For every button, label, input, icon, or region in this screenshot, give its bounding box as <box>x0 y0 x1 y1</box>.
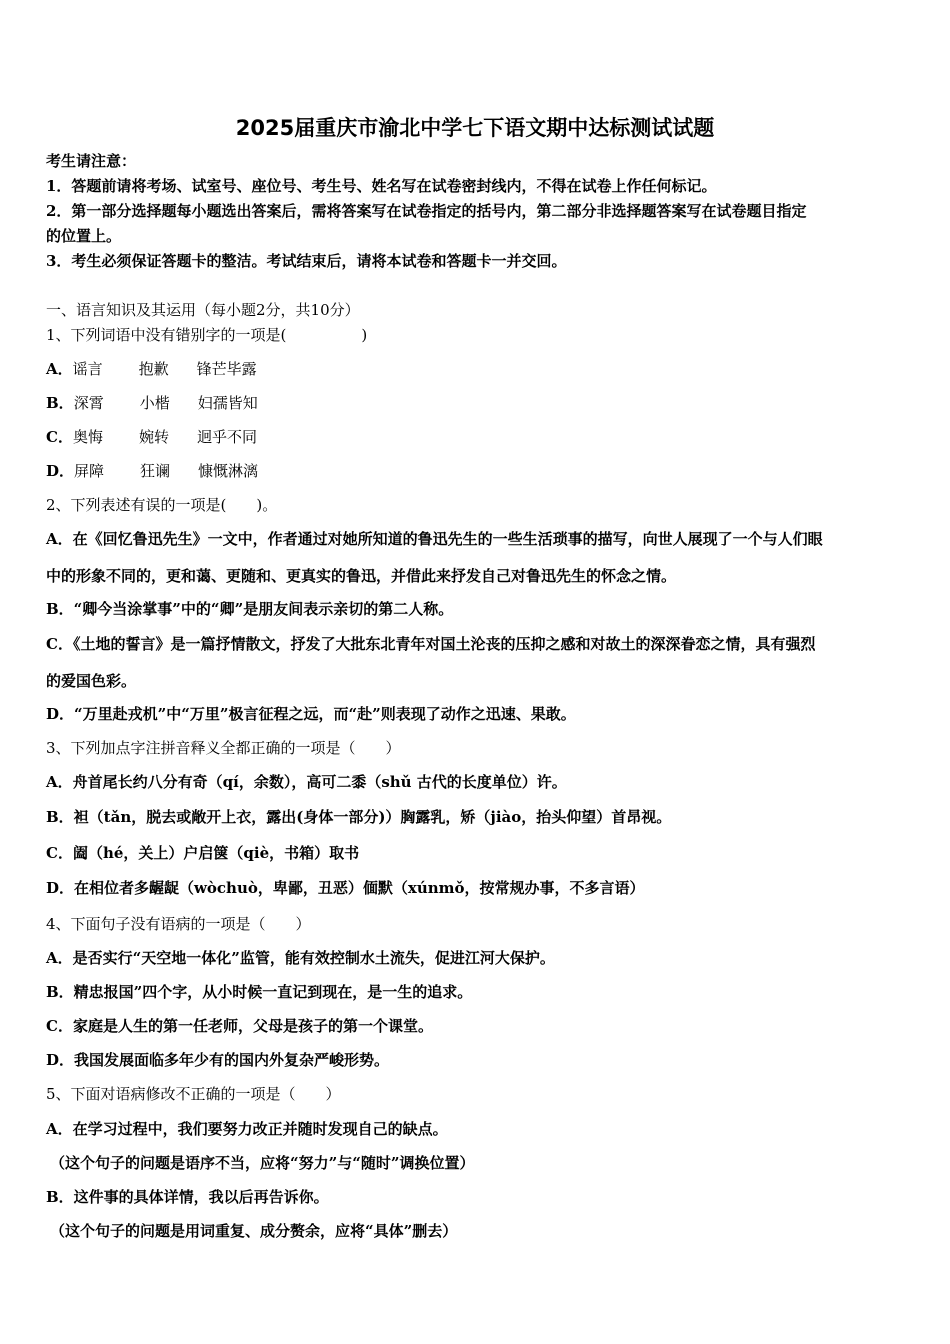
q4-stem: 4、下面句子没有语病的一项是（ ） <box>46 915 311 933</box>
option-word: 婉转 <box>138 428 169 446</box>
notice-item-3: 3．考生必须保证答题卡的整洁。考试结束后，请将本试卷和答题卡一并交回。 <box>46 252 567 270</box>
q1-option-c <box>46 427 257 447</box>
q1-option-b <box>46 393 258 413</box>
option-word: 深霄 <box>73 394 104 412</box>
section-heading: 一、语言知识及其运用（每小题2分，共10分） <box>46 301 360 319</box>
q2-option-d: D．“万里赴戎机”中“万里”极言征程之远，而“赴”则表现了动作之迅速、果敢。 <box>46 705 576 723</box>
q3-option-a: A．舟首尾长约八分有奇（qí，余数），高可二黍（shǔ 古代的长度单位）许。 <box>46 773 567 791</box>
option-label: B． <box>46 394 74 412</box>
q3-option-d: D．在相位者多龌龊（wòchuò，卑鄙，丑恶）偭默（xúnmǒ，按常规办事，不多言语） <box>46 879 645 897</box>
q2-option-b: B．“卿今当涂掌事”中的“卿”是朋友间表示亲切的第二人称。 <box>46 600 454 618</box>
q5-option-b-note: （这个句子的问题是用词重复、成分赘余，应将“具体”删去） <box>50 1222 458 1240</box>
option-word: 抱歉 <box>138 360 169 378</box>
q1-option-a <box>46 359 257 379</box>
q2-option-c-cont: 的爱国色彩。 <box>46 672 137 690</box>
notice-item-2-cont: 的位置上。 <box>46 227 122 245</box>
option-word: 小楷 <box>139 394 170 412</box>
option-label: A． <box>46 360 73 378</box>
q1-stem: 1、下列词语中没有错别字的一项是( ) <box>46 326 368 344</box>
q3-option-c: C．阖（hé，关上）户启箧（qiè，书箱）取书 <box>46 844 360 862</box>
q2-option-a: A．在《回忆鲁迅先生》一文中，作者通过对她所知道的鲁迅先生的一些生活琐事的描写，向世人展现了一个与人们眼 <box>46 530 823 548</box>
q2-option-a-cont: 中的形象不同的，更和蔼、更随和、更真实的鲁迅，并借此来抒发自己对鲁迅先生的怀念之情。 <box>46 567 677 585</box>
q3-stem: 3、下列加点字注拼音释义全都正确的一项是（ ） <box>46 739 401 757</box>
notice-item-2: 2．第一部分选择题每小题选出答案后，需将答案写在试卷指定的括号内，第二部分非选择题答案写在试卷题目指定 <box>46 202 807 220</box>
option-word: 妇孺皆知 <box>197 394 258 412</box>
option-label: C． <box>46 428 73 446</box>
option-word: 慷慨淋漓 <box>198 462 259 480</box>
q4-option-b: B．精忠报国”四个字，从小时候一直记到现在，是一生的追求。 <box>46 983 473 1001</box>
q2-option-c: C．《土地的誓言》是一篇抒情散文，抒发了大批东北青年对国土沦丧的压抑之感和对故土的深深眷恋之情，具有强烈 <box>46 635 816 653</box>
q5-option-a: A．在学习过程中，我们要努力改正并随时发现自己的缺点。 <box>46 1120 448 1138</box>
q5-stem: 5、下面对语病修改不正确的一项是（ ） <box>46 1085 341 1103</box>
option-word: 锋芒毕露 <box>196 360 257 378</box>
option-word: 屏障 <box>74 462 105 480</box>
q4-option-a: A．是否实行“天空地一体化”监管，能有效控制水土流失，促进江河大保护。 <box>46 949 555 967</box>
q2-stem: 2、下列表述有误的一项是( )。 <box>46 496 278 514</box>
exam-title: 2025届重庆市渝北中学七下语文期中达标测试试题 <box>235 116 715 140</box>
option-word: 奥悔 <box>72 428 103 446</box>
q3-option-b: B．袒（tǎn，脱去或敞开上衣，露出(身体一部分)）胸露乳，矫（jiào，抬头仰望）首昂视。 <box>46 808 672 826</box>
option-word: 谣言 <box>72 360 103 378</box>
notice-item-1: 1．答题前请将考场、试室号、座位号、考生号、姓名写在试卷密封线内，不得在试卷上作任何标记。 <box>46 177 717 195</box>
q4-option-c: C．家庭是人生的第一任老师，父母是孩子的第一个课堂。 <box>46 1017 433 1035</box>
q4-option-d: D．我国发展面临多年少有的国内外复杂严峻形势。 <box>46 1051 390 1069</box>
option-word: 狂谰 <box>140 462 171 480</box>
option-word: 迥乎不同 <box>196 428 257 446</box>
q5-option-a-note: （这个句子的问题是语序不当，应将“努力”与“随时”调换位置） <box>50 1154 475 1172</box>
notice-heading: 考生请注意： <box>46 152 137 170</box>
q5-option-b: B．这件事的具体详情，我以后再告诉你。 <box>46 1188 329 1206</box>
option-label: D． <box>46 462 75 480</box>
q1-option-d <box>46 461 258 481</box>
